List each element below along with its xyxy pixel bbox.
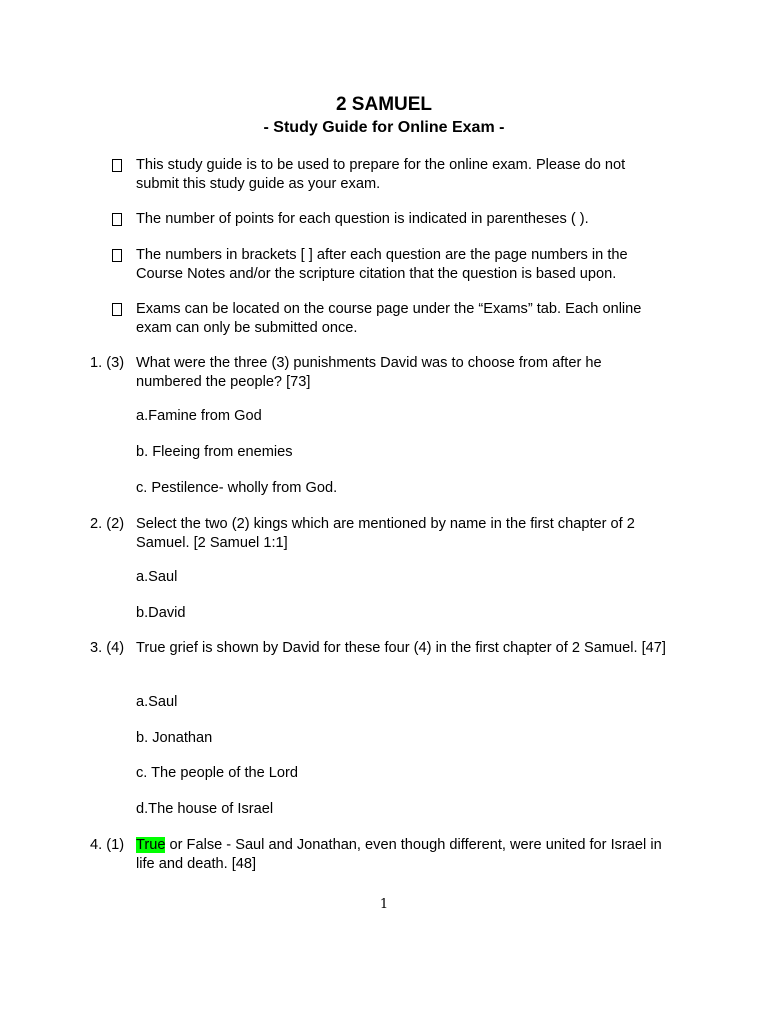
question-text: What were the three (3) punishments David was to choose from after he numbered the people? [73] (136, 355, 602, 390)
bullet-box-icon (112, 300, 134, 320)
question-text: True grief is shown by David for these four (4) in the first chapter of 2 Samuel. [47] (136, 640, 666, 656)
question-number: 2. (2) (90, 516, 125, 532)
bullet-box-icon (112, 210, 134, 230)
answer-item: b. Fleeing from enemies (136, 444, 293, 460)
answer-item: d.The house of Israel (136, 801, 274, 817)
answer-item: a.Saul (136, 694, 178, 710)
question-number: 3. (4) (90, 640, 125, 656)
answer-item: b.David (136, 605, 186, 621)
document-title: 2 SAMUEL (335, 94, 433, 115)
question-text (136, 836, 670, 873)
bullet-box-icon (112, 156, 134, 176)
answer-item: a.Famine from God (136, 408, 262, 424)
question-text: Select the two (2) kings which are mentioned by name in the first chapter of 2 Samuel. [2 Samuel 1:1] (136, 516, 635, 551)
document-subtitle: - Study Guide for Online Exam - (263, 119, 505, 136)
instruction-paragraph: The numbers in brackets [ ] after each question are the page numbers in the Course Notes and/or the scripture citation that the question is based upon. (136, 247, 628, 282)
answer-item: c. The people of the Lord (136, 765, 298, 781)
question-number: 1. (3) (90, 355, 125, 371)
answer-item: b. Jonathan (136, 730, 213, 746)
instruction-paragraph: This study guide is to be used to prepare for the online exam. Please do not submit this study guide as your exam. (136, 157, 626, 192)
instruction-paragraph: Exams can be located on the course page under the “Exams” tab. Each online exam can only be submitted once. (136, 301, 642, 336)
bullet-box-icon (112, 246, 134, 266)
instruction-paragraph: The number of points for each question is indicated in parentheses ( ). (136, 211, 589, 227)
answer-item: c. Pestilence- wholly from God. (136, 480, 338, 496)
question-number: 4. (1) (90, 837, 125, 853)
question-text-rest: or False - Saul and Jonathan, even though different, were united for Israel in life and death. [48] (136, 837, 662, 872)
page-number: 1 (379, 897, 389, 912)
highlighted-answer: True (136, 837, 166, 853)
answer-item: a.Saul (136, 569, 178, 585)
